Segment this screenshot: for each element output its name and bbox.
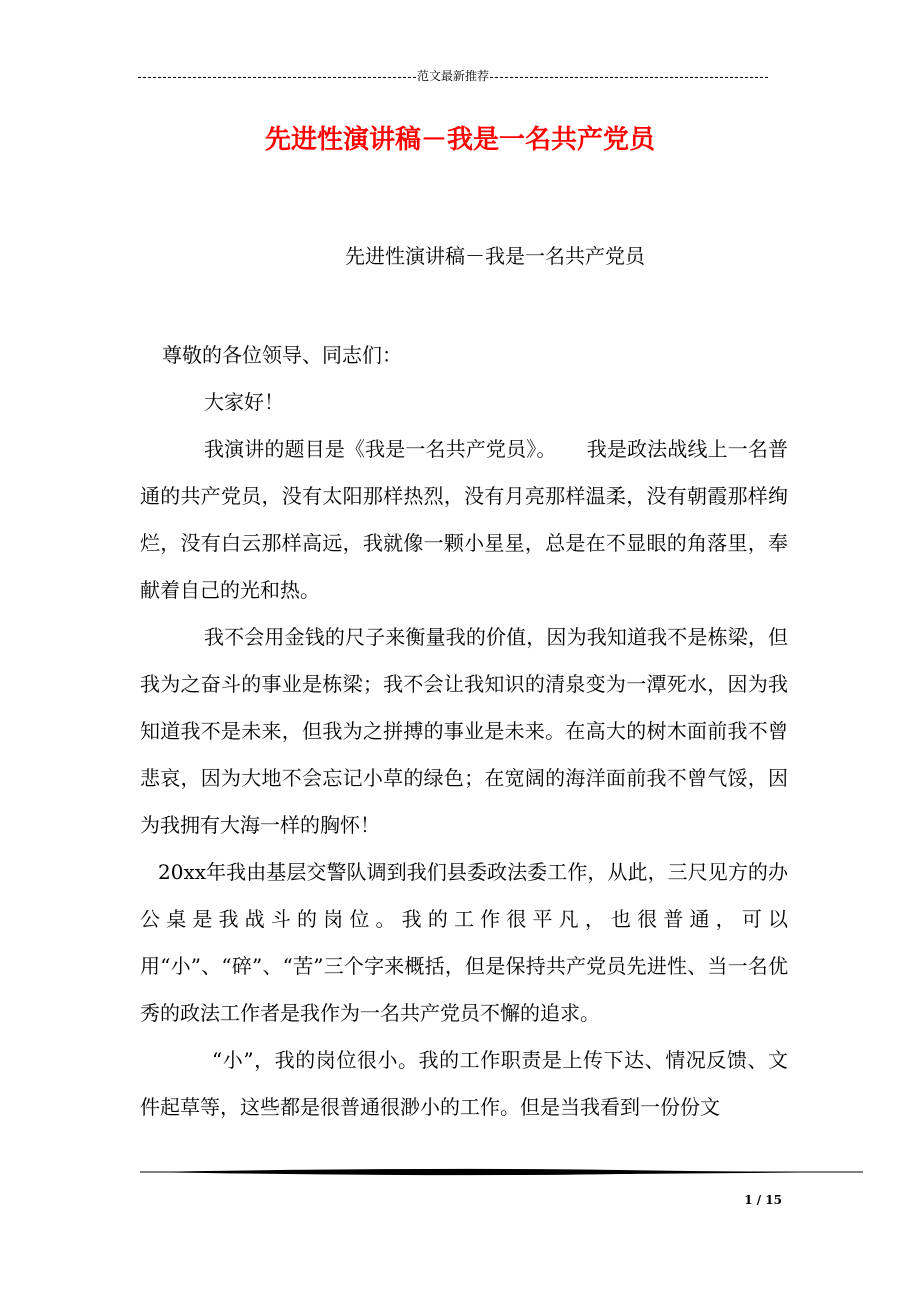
paragraph-values: 我不会用金钱的尺子来衡量我的价值，因为我知道我不是栋梁，但我为之奋斗的事业是栋梁；我不会让我知识的清泉变为一潭死水，因为我知道我不是未来，但我为之拼搏的事业是未来。在高大的树木面前我不曾悲哀，因为大地不会忘记小草的绿色；在宽阔的海洋面前我不曾气馁，因为我拥有大海一样的胸怀！ — [140, 625, 788, 837]
paragraph-small: “小”，我的岗位很小。我的工作职责是上传下达、情况反馈、文件起草等，这些都是很普通很渺小的工作。但是当我看到一份份文 — [140, 1048, 788, 1119]
paragraph-greeting: 大家好！ — [204, 390, 284, 414]
paragraph-topic: 我演讲的题目是《我是一名共产党员》。 我是政法战线上一名普通的共产党员，没有太阳那样热烈，没有月亮那样温柔，没有朝霞那样绚烂，没有白云那样高远，我就像一颗小星星，总是在不显眼的角落里，奉献着自己的光和热。 — [140, 437, 788, 602]
header-label: 范文最新推荐 — [417, 69, 490, 83]
document-body — [140, 332, 788, 1131]
page-header — [138, 68, 768, 84]
document-title: 先进性演讲稿－我是一名共产党员 — [264, 125, 655, 155]
page-number: 1 / 15 — [744, 1193, 782, 1207]
paragraph-salutation: 尊敬的各位领导、同志们： — [162, 343, 402, 367]
paragraph-work-history: 20xx年我由基层交警队调到我们县委政法委工作，从此，三尺见方的办公桌是我战斗的岗位。我的工作很平凡，也很普通，可以用“小”、“碎”、“苦”三个字来概括，但是保持共产党员先进性、当一名优秀的政法工作者是我作为一名共产党员不懈的追求。 — [140, 860, 788, 1025]
header-dash-left — [138, 77, 416, 78]
footer-divider — [140, 1165, 863, 1179]
header-dash-right — [490, 77, 768, 78]
document-subtitle: 先进性演讲稿－我是一名共产党员 — [345, 244, 645, 268]
